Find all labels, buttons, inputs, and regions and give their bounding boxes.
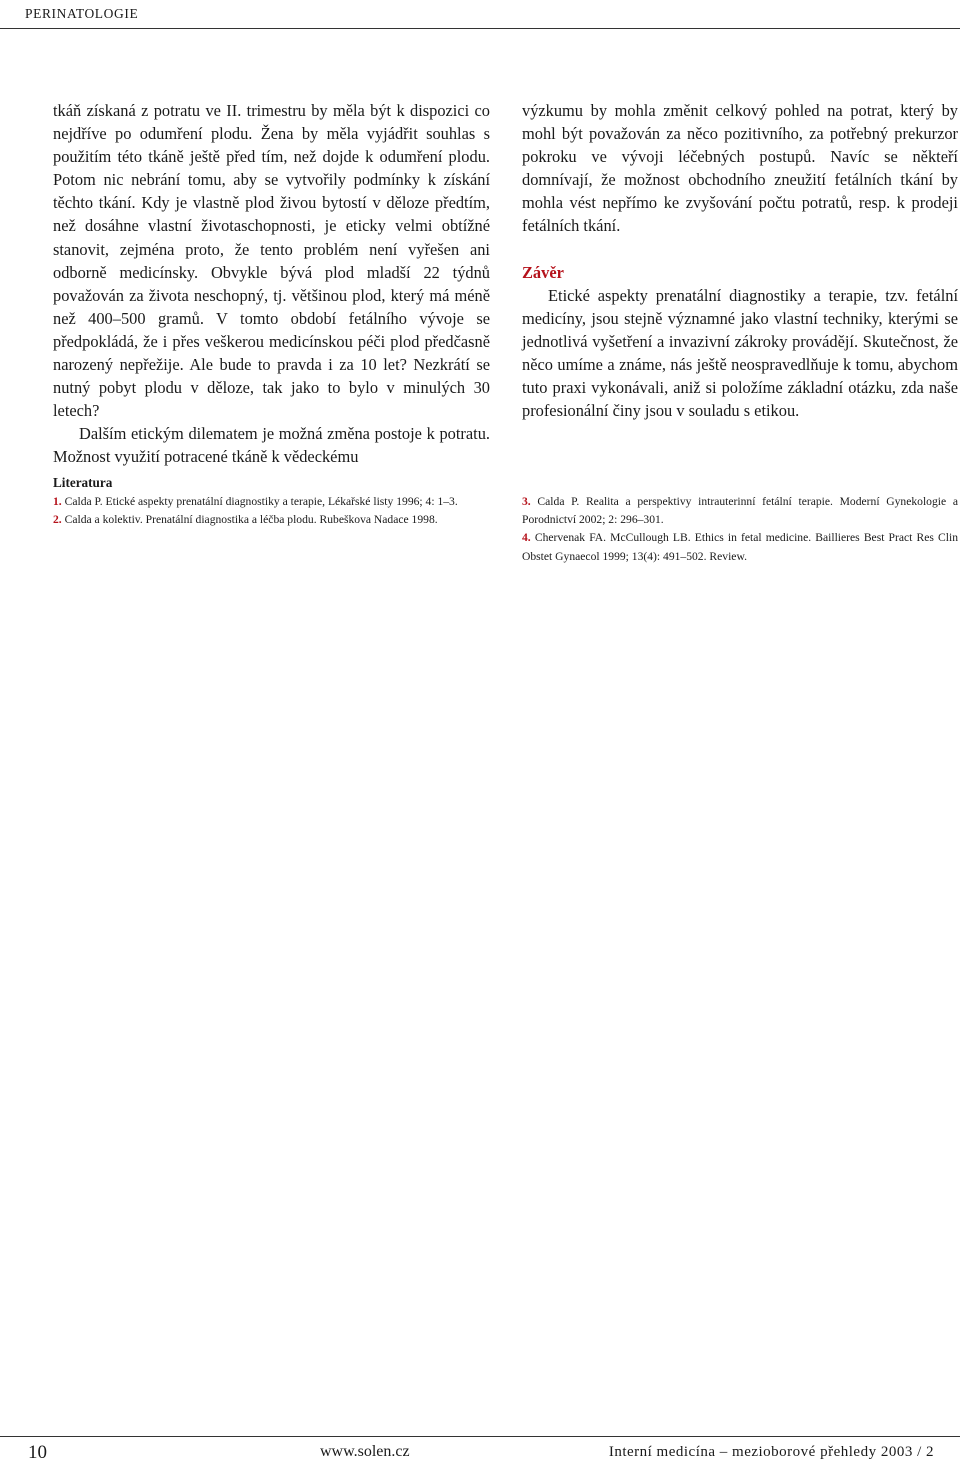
reference-number: 4. (522, 531, 531, 545)
conclusion-heading: Závěr (522, 262, 564, 282)
running-header: PERINATOLOGIE (25, 6, 139, 21)
right-column (522, 99, 958, 422)
reference-text: Chervenak FA. McCullough LB. Ethics in fetal medicine. Baillieres Best Pract Res Clin Obstet Gynaecol 1999; 13(4): 491–502. Review. (522, 531, 959, 563)
reference-item (53, 493, 490, 511)
reference-item (522, 493, 958, 529)
left-paragraph-2: Dalším etickým dilematem je možná změna postoje k potratu. Možnost využití potracené tkáně k vědeckému (53, 424, 490, 467)
references-right (522, 493, 958, 566)
footer-rule (0, 1436, 960, 1437)
right-paragraph-2: Etické aspekty prenatální diagnostiky a terapie, tzv. fetální medicíny, jsou stejně významné jako vlastní techniky, kterými se jednotlivá vyšetření a invazivní zákroky provádějí. Skutečnost, že něco umíme a známe, nás ještě neospravedlňuje k tomu, abychom tuto praxi vykonávali, aniž si položíme základní otázku, zda naše profesionální činy jsou v souladu s etikou. (522, 285, 958, 421)
left-paragraph-1: tkáň získaná z potratu ve II. trimestru by měla být k dispozici co nejdříve po odumření plodu. Žena by měla vyjádřit souhlas s použitím této tkáně ještě před tím, než dojde k odumření plodu. Potom nic nebrání tomu, aby se vytvořily podmínky k získání těchto tkání. Kdy je vlastně plod živou bytostí v děloze předtím, než dosáhne vlastní životaschopnosti, je eticky velmi obtížné stanovit, zejména proto, že tento problém není vyřešen ani odborně medicínsky. Obvykle bývá plod mladší 22 týdnů považován za života neschopný, tj. většinou plod, který má méně než 400–500 gramů. V tomto období fetálního vývoje se předpokládá, že i přes veškerou medicínskou péči plod předčasně narozený nepřežije. Ale bude to pravda i za 10 let? Nezkrátí se nutný pobyt plodu v děloze, tak jako to bylo v minulých 30 letech? (53, 101, 490, 421)
header-rule (0, 28, 960, 29)
reference-text: Calda P. Etické aspekty prenatální diagnostiky a terapie, Lékařské listy 1996; 4: 1–3. (64, 495, 458, 508)
journal-name: Interní medicína – mezioborové přehledy 2003 / 2 (608, 1444, 934, 1460)
reference-item (53, 511, 490, 529)
references-left (53, 493, 490, 529)
left-column (53, 99, 490, 469)
publisher-url[interactable]: www.solen.cz (320, 1443, 410, 1460)
reference-number: 2. (53, 513, 62, 527)
reference-number: 3. (522, 495, 531, 508)
reference-text: Calda a kolektiv. Prenatální diagnostika a léčba plodu. Rubeškova Nadace 1998. (64, 513, 438, 527)
right-paragraph-1: výzkumu by mohla změnit celkový pohled na potrat, který by mohl být považován za něco pozitivního, za potřebný prekurzor pokroku ve vývoji léčebných postupů. Navíc se někteří domnívají, že možnost obchodního zneužití fetálních tkání by mohla vést nepřímo ke zvyšování počtu potratů, resp. k prodeji fetálních tkání. (522, 101, 958, 236)
page-number: 10 (28, 1442, 47, 1463)
reference-number: 1. (53, 495, 62, 508)
references-title: Literatura (53, 475, 113, 490)
reference-item (522, 529, 958, 565)
reference-text: Calda P. Realita a perspektivy intrauterinní fetální terapie. Moderní Gynekologie a Porodnictví 2002; 2: 296–301. (522, 495, 958, 527)
